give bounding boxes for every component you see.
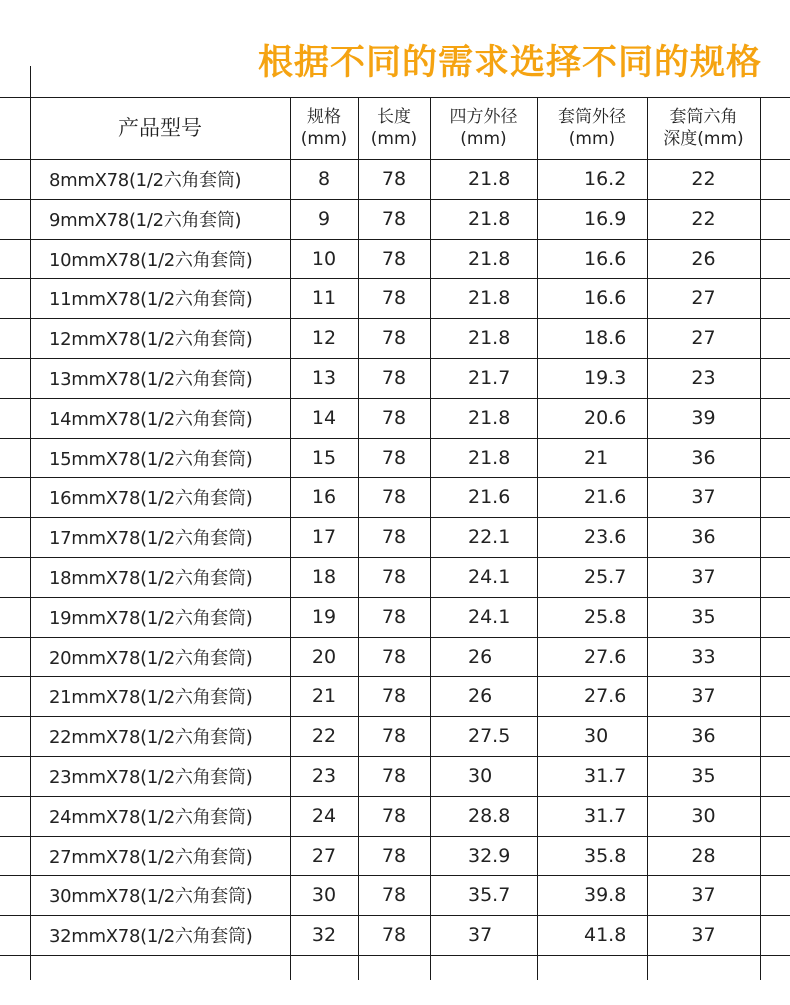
cell-depth — [647, 159, 760, 199]
socket-value: 19.3 — [584, 367, 627, 389]
cell-spec — [290, 278, 358, 318]
depth-value: 35 — [691, 765, 716, 787]
cell-length — [358, 796, 430, 836]
cell-model — [30, 637, 309, 676]
length-value: 78 — [381, 924, 407, 946]
model-text: 16mmX78(1/2六角套筒) — [49, 488, 253, 509]
length-value: 78 — [381, 208, 407, 230]
cell-length — [358, 875, 430, 915]
cell-square — [468, 438, 537, 477]
cell-square — [468, 318, 537, 358]
cell-model — [30, 796, 309, 836]
model-text: 32mmX78(1/2六角套筒) — [49, 926, 253, 947]
length-value: 78 — [381, 884, 407, 906]
model-text: 23mmX78(1/2六角套筒) — [49, 767, 253, 788]
socket-value: 21 — [584, 446, 609, 469]
depth-value: 35 — [691, 606, 716, 628]
cell-socket — [584, 836, 647, 875]
cell-spec — [290, 557, 358, 597]
cell-model — [30, 159, 309, 199]
cell-length — [358, 756, 430, 796]
cell-socket — [584, 637, 647, 676]
depth-value: 37 — [691, 924, 716, 946]
cell-depth — [647, 358, 760, 398]
cell-model — [30, 915, 309, 955]
header-depth — [647, 97, 760, 159]
cell-length — [358, 597, 430, 637]
spec-value: 23 — [311, 765, 337, 787]
socket-value: 20.6 — [584, 407, 627, 429]
cell-spec — [290, 756, 358, 796]
header-model — [30, 97, 290, 159]
cell-socket — [584, 477, 647, 517]
column-divider — [760, 97, 761, 980]
cell-depth — [647, 756, 760, 796]
cell-spec — [290, 676, 358, 716]
header-socket-line2: (mm) — [568, 129, 616, 149]
cell-square — [468, 278, 537, 318]
socket-value: 16.2 — [584, 168, 627, 190]
cell-length — [358, 318, 430, 358]
depth-value: 22 — [691, 208, 716, 230]
length-value: 78 — [381, 844, 407, 867]
square-value: 21.8 — [468, 247, 511, 270]
cell-model — [30, 278, 309, 318]
cell-length — [358, 398, 430, 438]
cell-socket — [584, 239, 647, 278]
length-value: 78 — [381, 685, 407, 707]
cell-spec — [290, 438, 358, 477]
cell-socket — [584, 796, 647, 836]
header-socket-line1: 套筒外径 — [558, 107, 626, 127]
square-value: 24.1 — [468, 606, 511, 628]
header-spec — [290, 97, 358, 159]
header-depth-line1: 套筒六角 — [669, 107, 738, 127]
square-value: 21.8 — [468, 208, 511, 230]
header-square-stack — [450, 106, 518, 150]
cell-depth — [647, 597, 760, 637]
square-value: 21.8 — [468, 168, 511, 190]
square-value: 26 — [468, 685, 493, 707]
socket-value: 25.7 — [584, 566, 627, 588]
cell-spec — [290, 477, 358, 517]
square-value: 28.8 — [468, 805, 511, 827]
cell-model — [30, 239, 309, 278]
cell-square — [468, 477, 537, 517]
cell-square — [468, 637, 537, 676]
cell-length — [358, 637, 430, 676]
length-value: 78 — [381, 566, 407, 588]
model-text: 10mmX78(1/2六角套筒) — [49, 249, 253, 271]
header-depth-stack — [663, 106, 743, 150]
depth-value: 28 — [691, 844, 716, 867]
cell-model — [30, 597, 309, 637]
header-length — [358, 97, 430, 159]
header-spec-line2: (mm) — [300, 129, 348, 149]
cell-square — [468, 239, 537, 278]
header-square-line1: 四方外径 — [449, 107, 518, 127]
socket-value: 27.6 — [584, 685, 627, 707]
square-value: 21.8 — [468, 446, 511, 469]
length-value: 78 — [381, 765, 407, 787]
cell-model — [30, 756, 309, 796]
length-value: 78 — [381, 526, 407, 548]
model-text: 14mmX78(1/2六角套筒) — [49, 409, 253, 430]
cell-model — [30, 358, 309, 398]
cell-socket — [584, 517, 647, 557]
square-value: 30 — [468, 765, 493, 787]
cell-square — [468, 517, 537, 557]
spec-value: 32 — [311, 924, 337, 946]
square-value: 35.7 — [468, 884, 511, 906]
cell-model — [30, 836, 309, 875]
cell-depth — [647, 239, 760, 278]
spec-value: 17 — [311, 526, 337, 548]
length-value: 78 — [381, 247, 407, 270]
cell-socket — [584, 199, 647, 239]
cell-spec — [290, 796, 358, 836]
cell-depth — [647, 796, 760, 836]
length-value: 78 — [381, 725, 407, 747]
model-text: 24mmX78(1/2六角套筒) — [49, 807, 253, 828]
cell-length — [358, 199, 430, 239]
cell-depth — [647, 318, 760, 358]
model-text: 21mmX78(1/2六角套筒) — [49, 687, 253, 708]
square-value: 32.9 — [468, 844, 511, 867]
model-text: 9mmX78(1/2六角套筒) — [49, 210, 242, 231]
header-model-label: 产品型号 — [118, 116, 202, 140]
cell-depth — [647, 836, 760, 875]
cell-square — [468, 398, 537, 438]
model-text: 15mmX78(1/2六角套筒) — [49, 448, 253, 470]
cell-socket — [584, 676, 647, 716]
depth-value: 30 — [691, 805, 716, 827]
cell-socket — [584, 318, 647, 358]
column-divider — [537, 97, 538, 980]
square-value: 22.1 — [468, 526, 511, 548]
depth-value: 23 — [691, 367, 716, 389]
cell-length — [358, 477, 430, 517]
cell-spec — [290, 239, 358, 278]
square-value: 37 — [468, 924, 493, 946]
cell-length — [358, 836, 430, 875]
depth-value: 26 — [691, 247, 716, 270]
cell-square — [468, 676, 537, 716]
depth-value: 33 — [691, 645, 716, 668]
depth-value: 36 — [691, 725, 716, 747]
cell-depth — [647, 875, 760, 915]
length-value: 78 — [381, 287, 407, 309]
cell-square — [468, 796, 537, 836]
spec-value: 30 — [311, 884, 337, 906]
model-text: 8mmX78(1/2六角套筒) — [49, 170, 242, 191]
cell-socket — [584, 915, 647, 955]
cell-length — [358, 239, 430, 278]
header-length-line2: (mm) — [370, 129, 418, 149]
spec-value: 18 — [311, 566, 337, 588]
cell-spec — [290, 398, 358, 438]
depth-value: 36 — [691, 526, 716, 548]
cell-depth — [647, 278, 760, 318]
length-value: 78 — [381, 446, 407, 469]
cell-depth — [647, 398, 760, 438]
socket-value: 31.7 — [584, 805, 627, 827]
square-value: 27.5 — [468, 725, 511, 747]
cell-square — [468, 557, 537, 597]
cell-square — [468, 836, 537, 875]
length-value: 78 — [381, 645, 407, 668]
cell-square — [468, 716, 537, 756]
spec-value: 16 — [311, 486, 337, 508]
square-value: 21.8 — [468, 327, 511, 349]
cell-spec — [290, 597, 358, 637]
cell-length — [358, 438, 430, 477]
cell-square — [468, 199, 537, 239]
header-length-line1: 长度 — [376, 107, 411, 127]
socket-value: 27.6 — [584, 645, 627, 668]
spec-value: 8 — [317, 168, 331, 190]
cell-spec — [290, 159, 358, 199]
cell-spec — [290, 915, 358, 955]
socket-value: 18.6 — [584, 327, 627, 349]
cell-spec — [290, 875, 358, 915]
spec-value: 19 — [311, 606, 337, 628]
row-divider — [0, 955, 790, 956]
spec-value: 14 — [311, 407, 337, 429]
cell-depth — [647, 676, 760, 716]
cell-model — [30, 199, 309, 239]
depth-value: 27 — [691, 287, 716, 309]
socket-value: 16.6 — [584, 287, 627, 309]
cell-length — [358, 557, 430, 597]
socket-value: 31.7 — [584, 765, 627, 787]
depth-value: 37 — [691, 566, 716, 588]
length-value: 78 — [381, 407, 407, 429]
length-value: 78 — [381, 805, 407, 827]
cell-model — [30, 875, 309, 915]
header-spec-stack — [301, 106, 347, 150]
cell-depth — [647, 477, 760, 517]
spec-value: 10 — [311, 247, 337, 270]
model-text: 30mmX78(1/2六角套筒) — [49, 886, 253, 907]
cell-depth — [647, 517, 760, 557]
cell-socket — [584, 438, 647, 477]
cell-model — [30, 438, 309, 477]
cell-socket — [584, 875, 647, 915]
square-value: 21.8 — [468, 407, 511, 429]
cell-socket — [584, 358, 647, 398]
socket-value: 41.8 — [584, 924, 627, 946]
cell-model — [30, 676, 309, 716]
cell-square — [468, 358, 537, 398]
cell-length — [358, 517, 430, 557]
cell-length — [358, 159, 430, 199]
cell-socket — [584, 159, 647, 199]
cell-model — [30, 318, 309, 358]
spec-value: 27 — [311, 844, 337, 867]
page-title: 根据不同的需求选择不同的规格 — [258, 43, 763, 83]
header-length-stack — [371, 106, 417, 150]
cell-socket — [584, 716, 647, 756]
depth-value: 27 — [691, 327, 716, 349]
length-value: 78 — [381, 367, 407, 389]
model-text: 17mmX78(1/2六角套筒) — [49, 528, 253, 549]
cell-square — [468, 756, 537, 796]
spec-value: 9 — [317, 208, 331, 230]
square-value: 26 — [468, 645, 493, 668]
header-square — [430, 97, 537, 159]
cell-model — [30, 716, 309, 756]
cell-square — [468, 597, 537, 637]
model-text: 20mmX78(1/2六角套筒) — [49, 647, 253, 669]
model-text: 12mmX78(1/2六角套筒) — [49, 329, 253, 350]
model-text: 18mmX78(1/2六角套筒) — [49, 568, 253, 589]
socket-value: 16.6 — [584, 247, 627, 270]
header-depth-line2: 深度(mm) — [663, 129, 744, 149]
square-value: 21.8 — [468, 287, 511, 309]
cell-spec — [290, 637, 358, 676]
cell-depth — [647, 557, 760, 597]
header-socket — [537, 97, 647, 159]
model-text: 27mmX78(1/2六角套筒) — [49, 846, 253, 868]
cell-socket — [584, 597, 647, 637]
cell-depth — [647, 716, 760, 756]
cell-length — [358, 676, 430, 716]
cell-square — [468, 915, 537, 955]
depth-value: 37 — [691, 884, 716, 906]
model-text: 13mmX78(1/2六角套筒) — [49, 369, 253, 390]
socket-value: 35.8 — [584, 844, 627, 867]
spec-value: 15 — [311, 446, 337, 469]
depth-value: 39 — [691, 407, 716, 429]
length-value: 78 — [381, 486, 407, 508]
cell-socket — [584, 398, 647, 438]
spec-value: 24 — [311, 805, 337, 827]
length-value: 78 — [381, 327, 407, 349]
cell-length — [358, 716, 430, 756]
socket-value: 25.8 — [584, 606, 627, 628]
cell-square — [468, 159, 537, 199]
cell-model — [30, 398, 309, 438]
length-value: 78 — [381, 606, 407, 628]
depth-value: 22 — [691, 168, 716, 190]
socket-value: 39.8 — [584, 884, 627, 906]
cell-length — [358, 915, 430, 955]
header-square-line2: (mm) — [460, 129, 507, 149]
cell-model — [30, 477, 309, 517]
cell-spec — [290, 716, 358, 756]
spec-value: 22 — [311, 725, 337, 747]
socket-value: 16.9 — [584, 208, 627, 230]
cell-depth — [647, 637, 760, 676]
cell-socket — [584, 557, 647, 597]
cell-length — [358, 278, 430, 318]
length-value: 78 — [381, 168, 407, 190]
model-text: 22mmX78(1/2六角套筒) — [49, 727, 253, 748]
cell-spec — [290, 358, 358, 398]
socket-value: 23.6 — [584, 526, 627, 548]
spec-value: 21 — [311, 685, 337, 707]
cell-model — [30, 557, 309, 597]
model-text: 19mmX78(1/2六角套筒) — [49, 608, 253, 629]
cell-socket — [584, 278, 647, 318]
depth-value: 36 — [691, 446, 716, 469]
cell-depth — [647, 199, 760, 239]
header-socket-stack — [558, 106, 626, 150]
square-value: 21.6 — [468, 486, 511, 508]
square-value: 24.1 — [468, 566, 511, 588]
column-divider — [430, 97, 431, 980]
cell-spec — [290, 318, 358, 358]
spec-value: 20 — [311, 645, 337, 668]
model-text: 11mmX78(1/2六角套筒) — [49, 289, 253, 310]
cell-spec — [290, 199, 358, 239]
square-value: 21.7 — [468, 367, 511, 389]
cell-socket — [584, 756, 647, 796]
spec-value: 11 — [311, 287, 337, 309]
cell-model — [30, 517, 309, 557]
cell-depth — [647, 438, 760, 477]
depth-value: 37 — [691, 486, 716, 508]
header-spec-line1: 规格 — [306, 107, 341, 127]
cell-spec — [290, 836, 358, 875]
spec-value: 12 — [311, 327, 337, 349]
cell-spec — [290, 517, 358, 557]
socket-value: 30 — [584, 725, 609, 747]
depth-value: 37 — [691, 685, 716, 707]
cell-length — [358, 358, 430, 398]
socket-value: 21.6 — [584, 486, 627, 508]
cell-square — [468, 875, 537, 915]
cell-depth — [647, 915, 760, 955]
spec-value: 13 — [311, 367, 337, 389]
